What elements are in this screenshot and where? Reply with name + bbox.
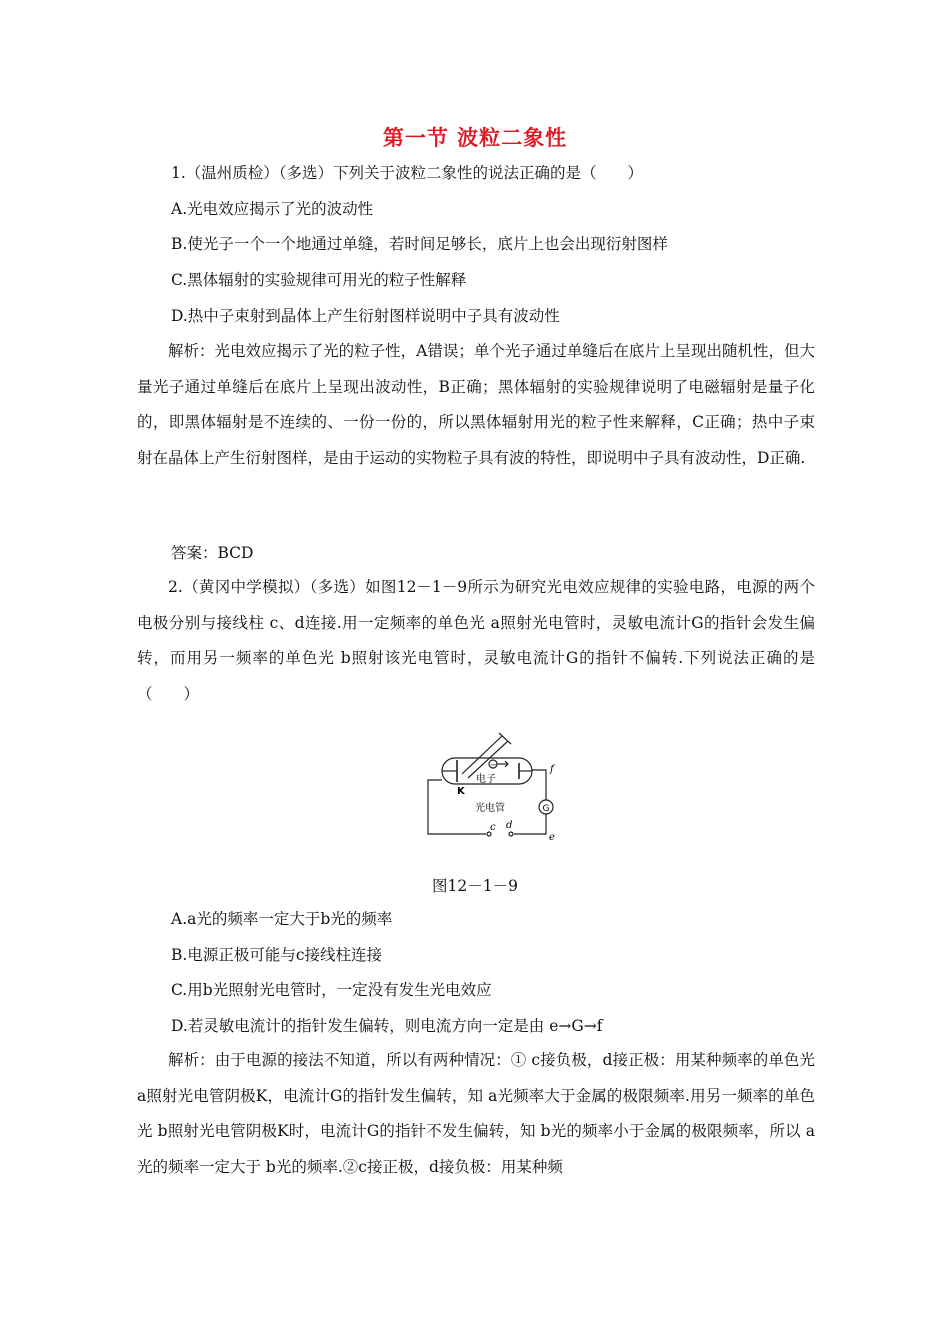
question-2-stem: 2.（黄冈中学模拟）（多选）如图12－1－9所示为研究光电效应规律的实验电路，电源的两个电极分别与接线柱 c、d连接.用一定频率的单色光 a照射光电管时，灵敏电流计G的指针会发生偏转，而用另一频率的单色光 b照射该光电管时，灵敏电流计G的指针不偏转.下列说法正确的是 （ ）: [137, 578, 831, 703]
electron-label: 电子: [476, 774, 496, 785]
question-2-option-c: C.用b光照射光电管时，一定没有发生光电效应: [171, 981, 492, 999]
page-title: 第一节 波粒二象性: [382, 126, 568, 150]
question-1-option-d: D.热中子束射到晶体上产生衍射图样说明中子具有波动性: [171, 307, 560, 325]
phototube-label: 光电管: [475, 803, 505, 814]
terminal-d-label: d: [506, 820, 513, 831]
question-1-analysis: 解析：光电效应揭示了光的粒子性，A错误；单个光子通过单缝后在底片上呈现出随机性，但大量光子通过单缝后在底片上呈现出波动性，B正确；黑体辐射的实验规律说明了电磁辐射是量子化的，即黑体辐射是不连续的、一份一份的，所以黑体辐射用光的粒子性来解释，C正确；热中子束射在晶体上产生衍射图样，是由于运动的实物粒子具有波的特性，即说明中子具有波动性，D正确.: [137, 342, 815, 467]
terminal-c-label: c: [490, 822, 496, 833]
cathode-label: K: [457, 786, 465, 797]
terminal-f-label: f: [550, 764, 554, 775]
question-2-analysis: 解析：由于电源的接法不知道，所以有两种情况：① c接负极，d接正极：用某种频率的单色光 a照射光电管阴极K，电流计G的指针发生偏转，知 a光频率大于金属的极限频率.用另一频率的单色光 b照射光电管阴极K时，电流计G的指针不发生偏转，知 b光的频率小于金属的极限频率，所以 a光的频率一定大于 b光的频率.②c接正极，d接负极：用某种频: [137, 1051, 815, 1176]
photoelectric-circuit-diagram: [420, 732, 570, 842]
question-1-option-a: A.光电效应揭示了光的波动性: [171, 200, 374, 218]
question-1-option-c: C.黑体辐射的实验规律可用光的粒子性解释: [171, 271, 467, 289]
figure-caption: 图12－1－9: [432, 877, 518, 895]
question-1-option-b: B.使光子一个一个地通过单缝，若时间足够长，底片上也会出现衍射图样: [171, 235, 668, 253]
question-2-option-b: B.电源正极可能与c接线柱连接: [171, 946, 382, 964]
electron-minus-sign: −: [490, 760, 497, 770]
question-1-answer: 答案：BCD: [171, 544, 254, 562]
question-2-option-a: A.a光的频率一定大于b光的频率: [171, 910, 393, 928]
question-2-option-d: D.若灵敏电流计的指针发生偏转，则电流方向一定是由 e→G→f: [171, 1017, 603, 1035]
galvanometer-label: G: [542, 804, 550, 814]
question-1-stem: 1.（温州质检）（多选）下列关于波粒二象性的说法正确的是（ ）: [171, 164, 644, 182]
terminal-e-label: e: [549, 832, 555, 842]
